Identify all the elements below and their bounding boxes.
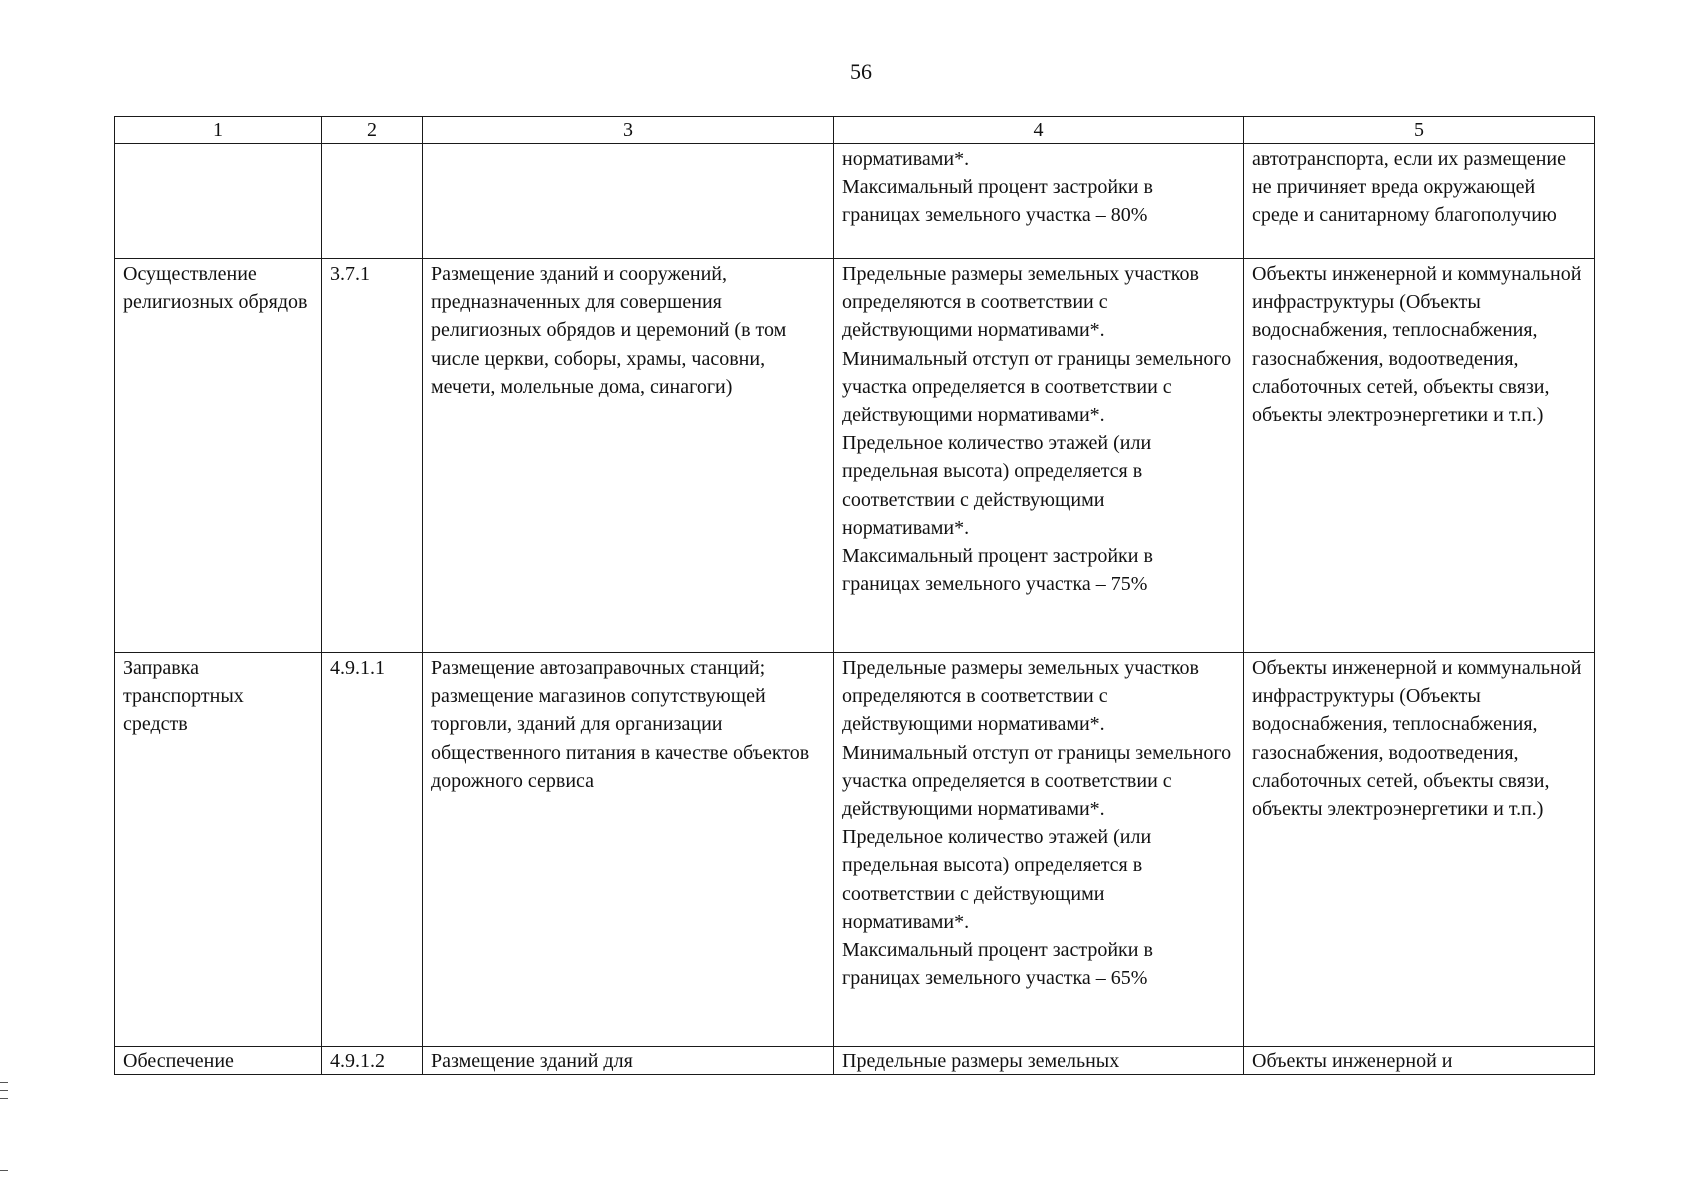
scan-artifact	[0, 1082, 8, 1083]
scan-artifact	[0, 1170, 8, 1171]
use-code-cell	[322, 1047, 423, 1075]
use-code: 4.9.1.2	[330, 1050, 385, 1072]
auxiliary-cell	[1244, 144, 1595, 259]
use-name: Заправка транспортных средств	[123, 657, 244, 736]
use-description: Размещение автозаправочных станций; размещение магазинов сопутствующей торговли, зданий для организации общественного питания в качестве объектов дорожного сервиса	[431, 657, 810, 792]
scan-artifact	[0, 1098, 8, 1099]
use-parameters: нормативами*. Максимальный процент застройки в границах земельного участка – 80%	[842, 148, 1153, 227]
column-header-3: 3	[423, 117, 834, 144]
scan-artifact	[0, 1090, 8, 1091]
column-header-5: 5	[1244, 117, 1595, 144]
use-name-cell	[115, 259, 322, 653]
use-auxiliary: автотранспорта, если их размещение не причиняет вреда окружающей среде и санитарному благополучию	[1252, 148, 1567, 227]
use-parameters: Предельные размеры земельных участков определяются в соответствии с действующими нормативами*. Минимальный отступ от границы земельного участка определяется в соответствии с действующими нормативами*. Предельное количество этажей (или предельная высота) определяется в соответствии с действующими нормативами*. Максимальный процент застройки в границах земельного участка – 75%	[842, 263, 1232, 596]
use-auxiliary: Объекты инженерной и коммунальной инфраструктуры (Объекты водоснабжения, теплоснабжения, газоснабжения, водоотведения, слаботочных сетей, объекты связи, объекты электроэнергетики и т.п.)	[1252, 263, 1582, 427]
use-parameters: Предельные размеры земельных	[842, 1050, 1120, 1072]
column-header-1: 1	[115, 117, 322, 144]
use-code-cell	[322, 144, 423, 259]
use-name-cell	[115, 653, 322, 1047]
auxiliary-cell	[1244, 1047, 1595, 1075]
column-header-4: 4	[834, 117, 1244, 144]
zoning-table	[114, 116, 1595, 1075]
column-header-2: 2	[322, 117, 423, 144]
use-code: 4.9.1.1	[330, 657, 385, 679]
use-parameters: Предельные размеры земельных участков определяются в соответствии с действующими нормативами*. Минимальный отступ от границы земельного участка определяется в соответствии с действующими нормативами*. Предельное количество этажей (или предельная высота) определяется в соответствии с действующими нормативами*. Максимальный процент застройки в границах земельного участка – 65%	[842, 657, 1232, 990]
table-row	[115, 259, 1595, 653]
use-name: Осуществление религиозных обрядов	[123, 263, 308, 314]
auxiliary-cell	[1244, 653, 1595, 1047]
parameters-cell	[834, 1047, 1244, 1075]
auxiliary-cell	[1244, 259, 1595, 653]
description-cell	[423, 144, 834, 259]
use-description: Размещение зданий и сооружений, предназначенных для совершения религиозных обрядов и церемоний (в том числе церкви, соборы, храмы, часовни, мечети, молельные дома, синагоги)	[431, 263, 787, 398]
parameters-cell	[834, 653, 1244, 1047]
parameters-cell	[834, 259, 1244, 653]
use-name: Обеспечение	[123, 1050, 234, 1072]
use-name-cell	[115, 144, 322, 259]
header-row	[115, 117, 1595, 144]
use-auxiliary: Объекты инженерной и	[1252, 1050, 1453, 1072]
page-number: 56	[850, 59, 872, 84]
use-code: 3.7.1	[330, 263, 370, 285]
table-row	[115, 1047, 1595, 1075]
use-code-cell	[322, 259, 423, 653]
table-row	[115, 144, 1595, 259]
table-row	[115, 653, 1595, 1047]
use-name-cell	[115, 1047, 322, 1075]
description-cell	[423, 259, 834, 653]
use-auxiliary: Объекты инженерной и коммунальной инфраструктуры (Объекты водоснабжения, теплоснабжения, газоснабжения, водоотведения, слаботочных сетей, объекты связи, объекты электроэнергетики и т.п.)	[1252, 657, 1582, 821]
use-code-cell	[322, 653, 423, 1047]
parameters-cell	[834, 144, 1244, 259]
description-cell	[423, 1047, 834, 1075]
use-description: Размещение зданий для	[431, 1050, 633, 1072]
description-cell	[423, 653, 834, 1047]
